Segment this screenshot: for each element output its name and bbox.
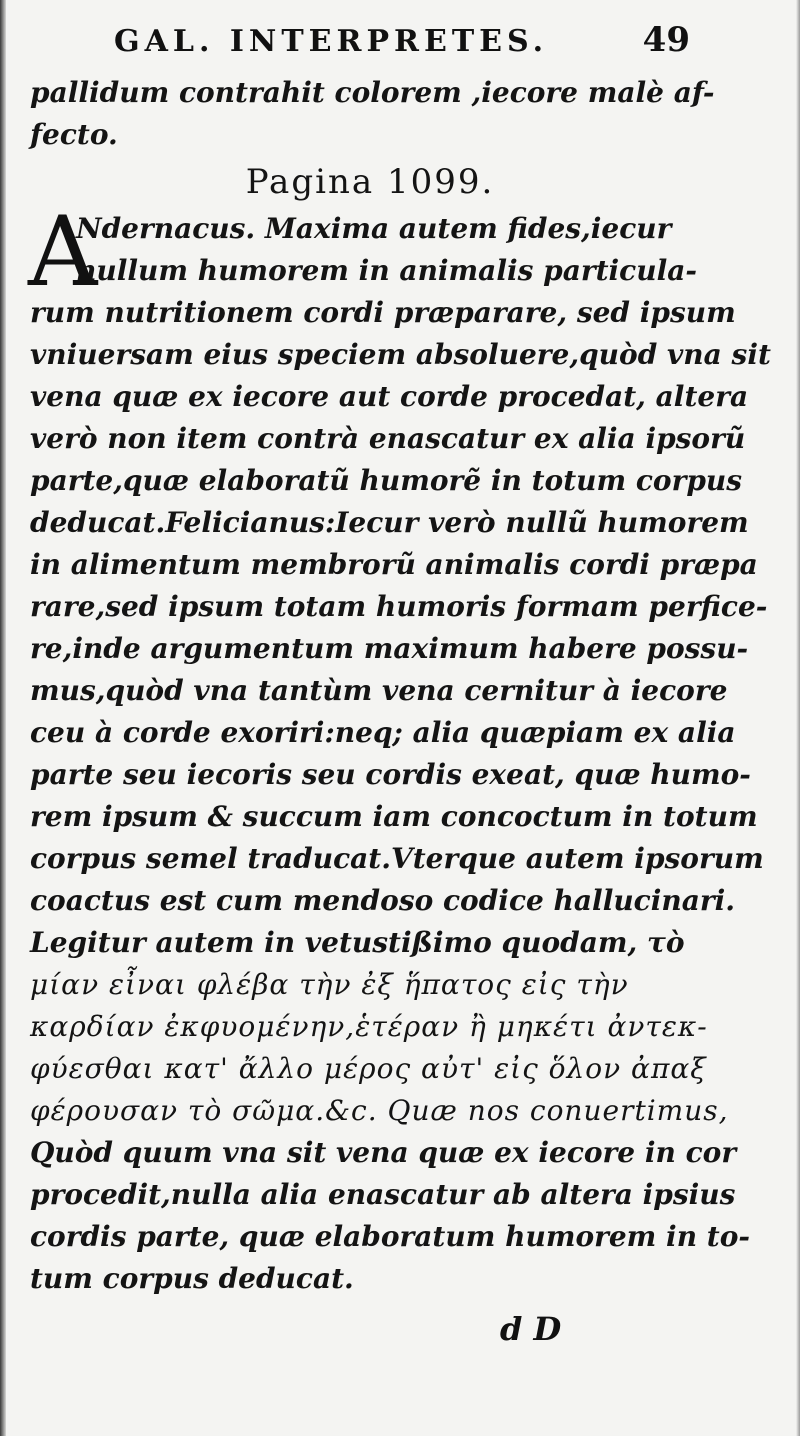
page-edge-shadow [796, 0, 800, 1436]
paragraph-opening [28, 196, 697, 308]
catchword: d D [500, 1310, 562, 1348]
page-header [100, 20, 690, 68]
text-line: parte seu iecoris seu cordis exeat, quæ humo- [30, 758, 751, 791]
text-line: coactus est cum mendoso codice hallucinari. [30, 884, 736, 917]
greek-text-line: καρδίαν ἐκφυομένην,ἑτέραν ἢ μηκέτι ἀντεκ- [30, 1010, 708, 1043]
text-line: rem ipsum & succum iam concoctum in totum [30, 800, 758, 833]
drop-cap: A [28, 196, 98, 308]
text-line: nullum humorem in animalis particula- [76, 254, 697, 287]
text-line: Quòd quum vna sit vena quæ ex iecore in cor [30, 1136, 737, 1169]
greek-text-line: μίαν εἶναι φλέβα τὴν ἐξ ἥπατος εἰς τὴν [30, 968, 629, 1001]
text-line: verò non item contrà enascatur ex alia ipsorũ [30, 422, 746, 455]
text-line: tum corpus deducat. [30, 1262, 354, 1295]
section-heading: Pagina 1099. [245, 162, 495, 202]
running-head: GAL. INTERPRETES. [114, 24, 549, 59]
text-line: rum nutritionem cordi præparare, sed ipsum [30, 296, 736, 329]
greek-text-line: φέρουσαν τὸ σῶμα.&c. Quæ nos conuertimus, [30, 1094, 729, 1127]
page-gutter-shadow [0, 0, 6, 1436]
text-line: fecto. [30, 118, 118, 151]
text-line: pallidum contrahit colorem ,iecore malè af- [30, 76, 715, 109]
text-line: vniuersam eius speciem absoluere,quòd vna sit [30, 338, 771, 371]
body-text [28, 72, 771, 1300]
text-line: deducat.Felicianus:Iecur verò nullũ humorem [30, 506, 749, 539]
text-line: rare,sed ipsum totam humoris formam perfice- [30, 590, 768, 623]
text-line: procedit,nulla alia enascatur ab altera ipsius [30, 1178, 736, 1211]
text-line: ceu à corde exoriri:neq; alia quæpiam ex alia [30, 716, 736, 749]
text-line: corpus semel traducat.Vterque autem ipsorum [30, 842, 764, 875]
text-line: in alimentum membrorũ animalis cordi præpa [30, 548, 758, 581]
page-number: 49 [642, 20, 690, 60]
text-line: Ndernacus. Maxima autem fides,iecur [76, 212, 672, 245]
text-line: re,inde argumentum maximum habere possu- [30, 632, 749, 665]
text-line: parte,quæ elaboratũ humorẽ in totum corpus [30, 464, 743, 497]
greek-text-line: φύεσθαι κατ' ἄλλο μέρος αὐτ' εἰς ὅλον ἀπαξ [30, 1052, 707, 1085]
text-line: vena quæ ex iecore aut corde procedat, altera [30, 380, 749, 413]
text-line: cordis parte, quæ elaboratum humorem in to- [30, 1220, 751, 1253]
text-line: Legitur autem in vetustißimo quodam, τὸ [30, 926, 685, 959]
text-line: mus,quòd vna tantùm vena cernitur à iecore [30, 674, 728, 707]
